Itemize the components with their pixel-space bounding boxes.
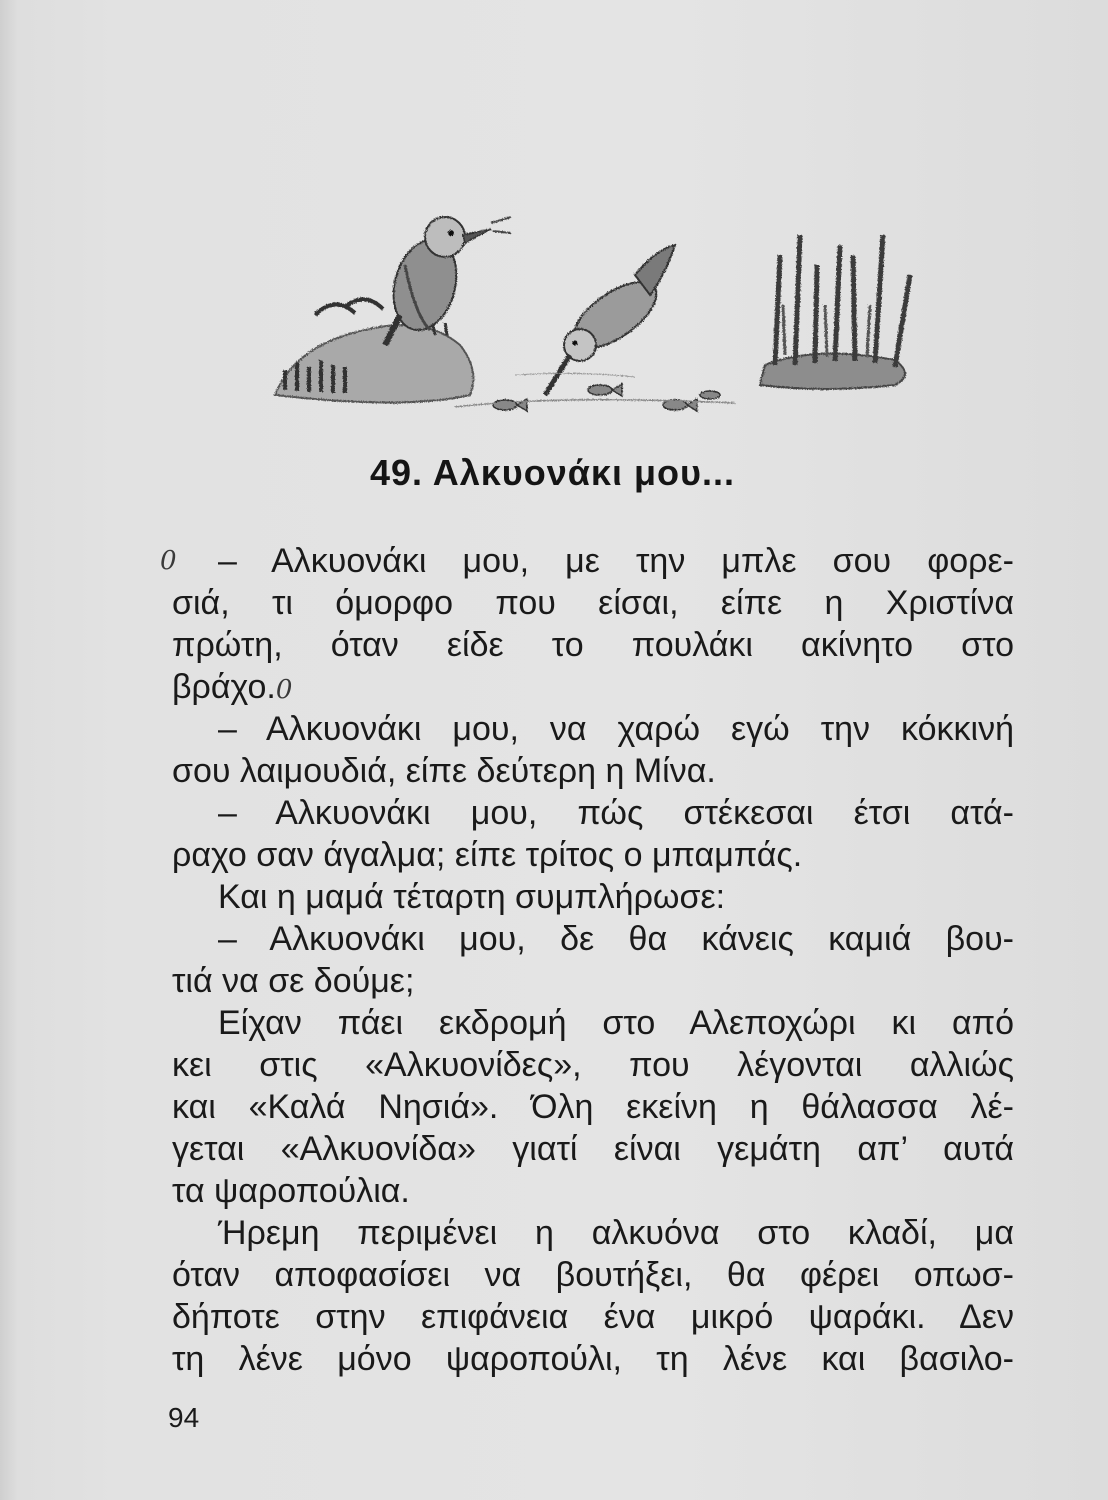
text-line: Ήρεμη περιμένει η αλκυόνα στο κλαδί, μα xyxy=(218,1214,1014,1252)
chapter-heading: 49. Αλκυονάκι μου... xyxy=(370,452,735,493)
diving-bird-figure xyxy=(545,245,675,395)
text-line: σου λαιμουδιά, είπε δεύτερη η Μίνα. xyxy=(172,752,716,790)
text-line: ραχο σαν άγαλμα; είπε τρίτος ο μπαμπάς. xyxy=(172,836,803,874)
text-line: – Αλκυονάκι μου, δε θα κάνεις καμιά βου- xyxy=(218,920,1014,958)
text-line: τη λένε μόνο ψαροπούλι, τη λένε και βασιλο- xyxy=(172,1340,1014,1378)
text-line: τα ψαροπούλια. xyxy=(172,1172,410,1210)
text-line: γεται «Αλκυονίδα» γιατί είναι γεμάτη απ’ αυτά xyxy=(172,1130,1014,1168)
text-line: 0 – Αλκυονάκι μου, με την μπλε σου φορε- xyxy=(160,542,1014,580)
text-line: πρώτη, όταν είδε το πουλάκι ακίνητο στο xyxy=(172,626,1014,664)
reeds-figure xyxy=(760,235,910,389)
page-number: 94 xyxy=(168,1402,200,1433)
text-line: Και η μαμά τέταρτη συμπλήρωσε: xyxy=(218,878,726,916)
pencil-mark: 0 xyxy=(275,675,293,705)
text-line: όταν αποφασίσει να βουτήξει, θα φέρει οπωσ- xyxy=(172,1256,1014,1294)
text-line: Είχαν πάει εκδρομή στο Αλεποχώρι κι από xyxy=(218,1004,1014,1042)
text-line: βράχο.0 xyxy=(172,668,293,706)
fish-figures xyxy=(493,384,720,411)
text-line: και «Καλά Νησιά». Όλη εκείνη η θάλασσα λέ- xyxy=(172,1088,1014,1126)
text-line: τιά να σε δούμε; xyxy=(172,962,415,1000)
text-line: δήποτε στην επιφάνεια ένα μικρό ψαράκι. Δεν xyxy=(172,1298,1014,1336)
story-text xyxy=(160,540,1014,1380)
pencil-mark: 0 xyxy=(160,546,177,576)
kingfisher-illustration xyxy=(255,195,935,435)
text-line: κει στις «Αλκυονίδες», που λέγονται αλλιώς xyxy=(172,1046,1014,1084)
text-line: σιά, τι όμορφο που είσαι, είπε η Χριστίνα xyxy=(172,584,1014,622)
text-line: – Αλκυονάκι μου, πώς στέκεσαι έτσι ατά- xyxy=(218,794,1014,832)
text-line: – Αλκυονάκι μου, να χαρώ εγώ την κόκκινή xyxy=(218,710,1014,748)
